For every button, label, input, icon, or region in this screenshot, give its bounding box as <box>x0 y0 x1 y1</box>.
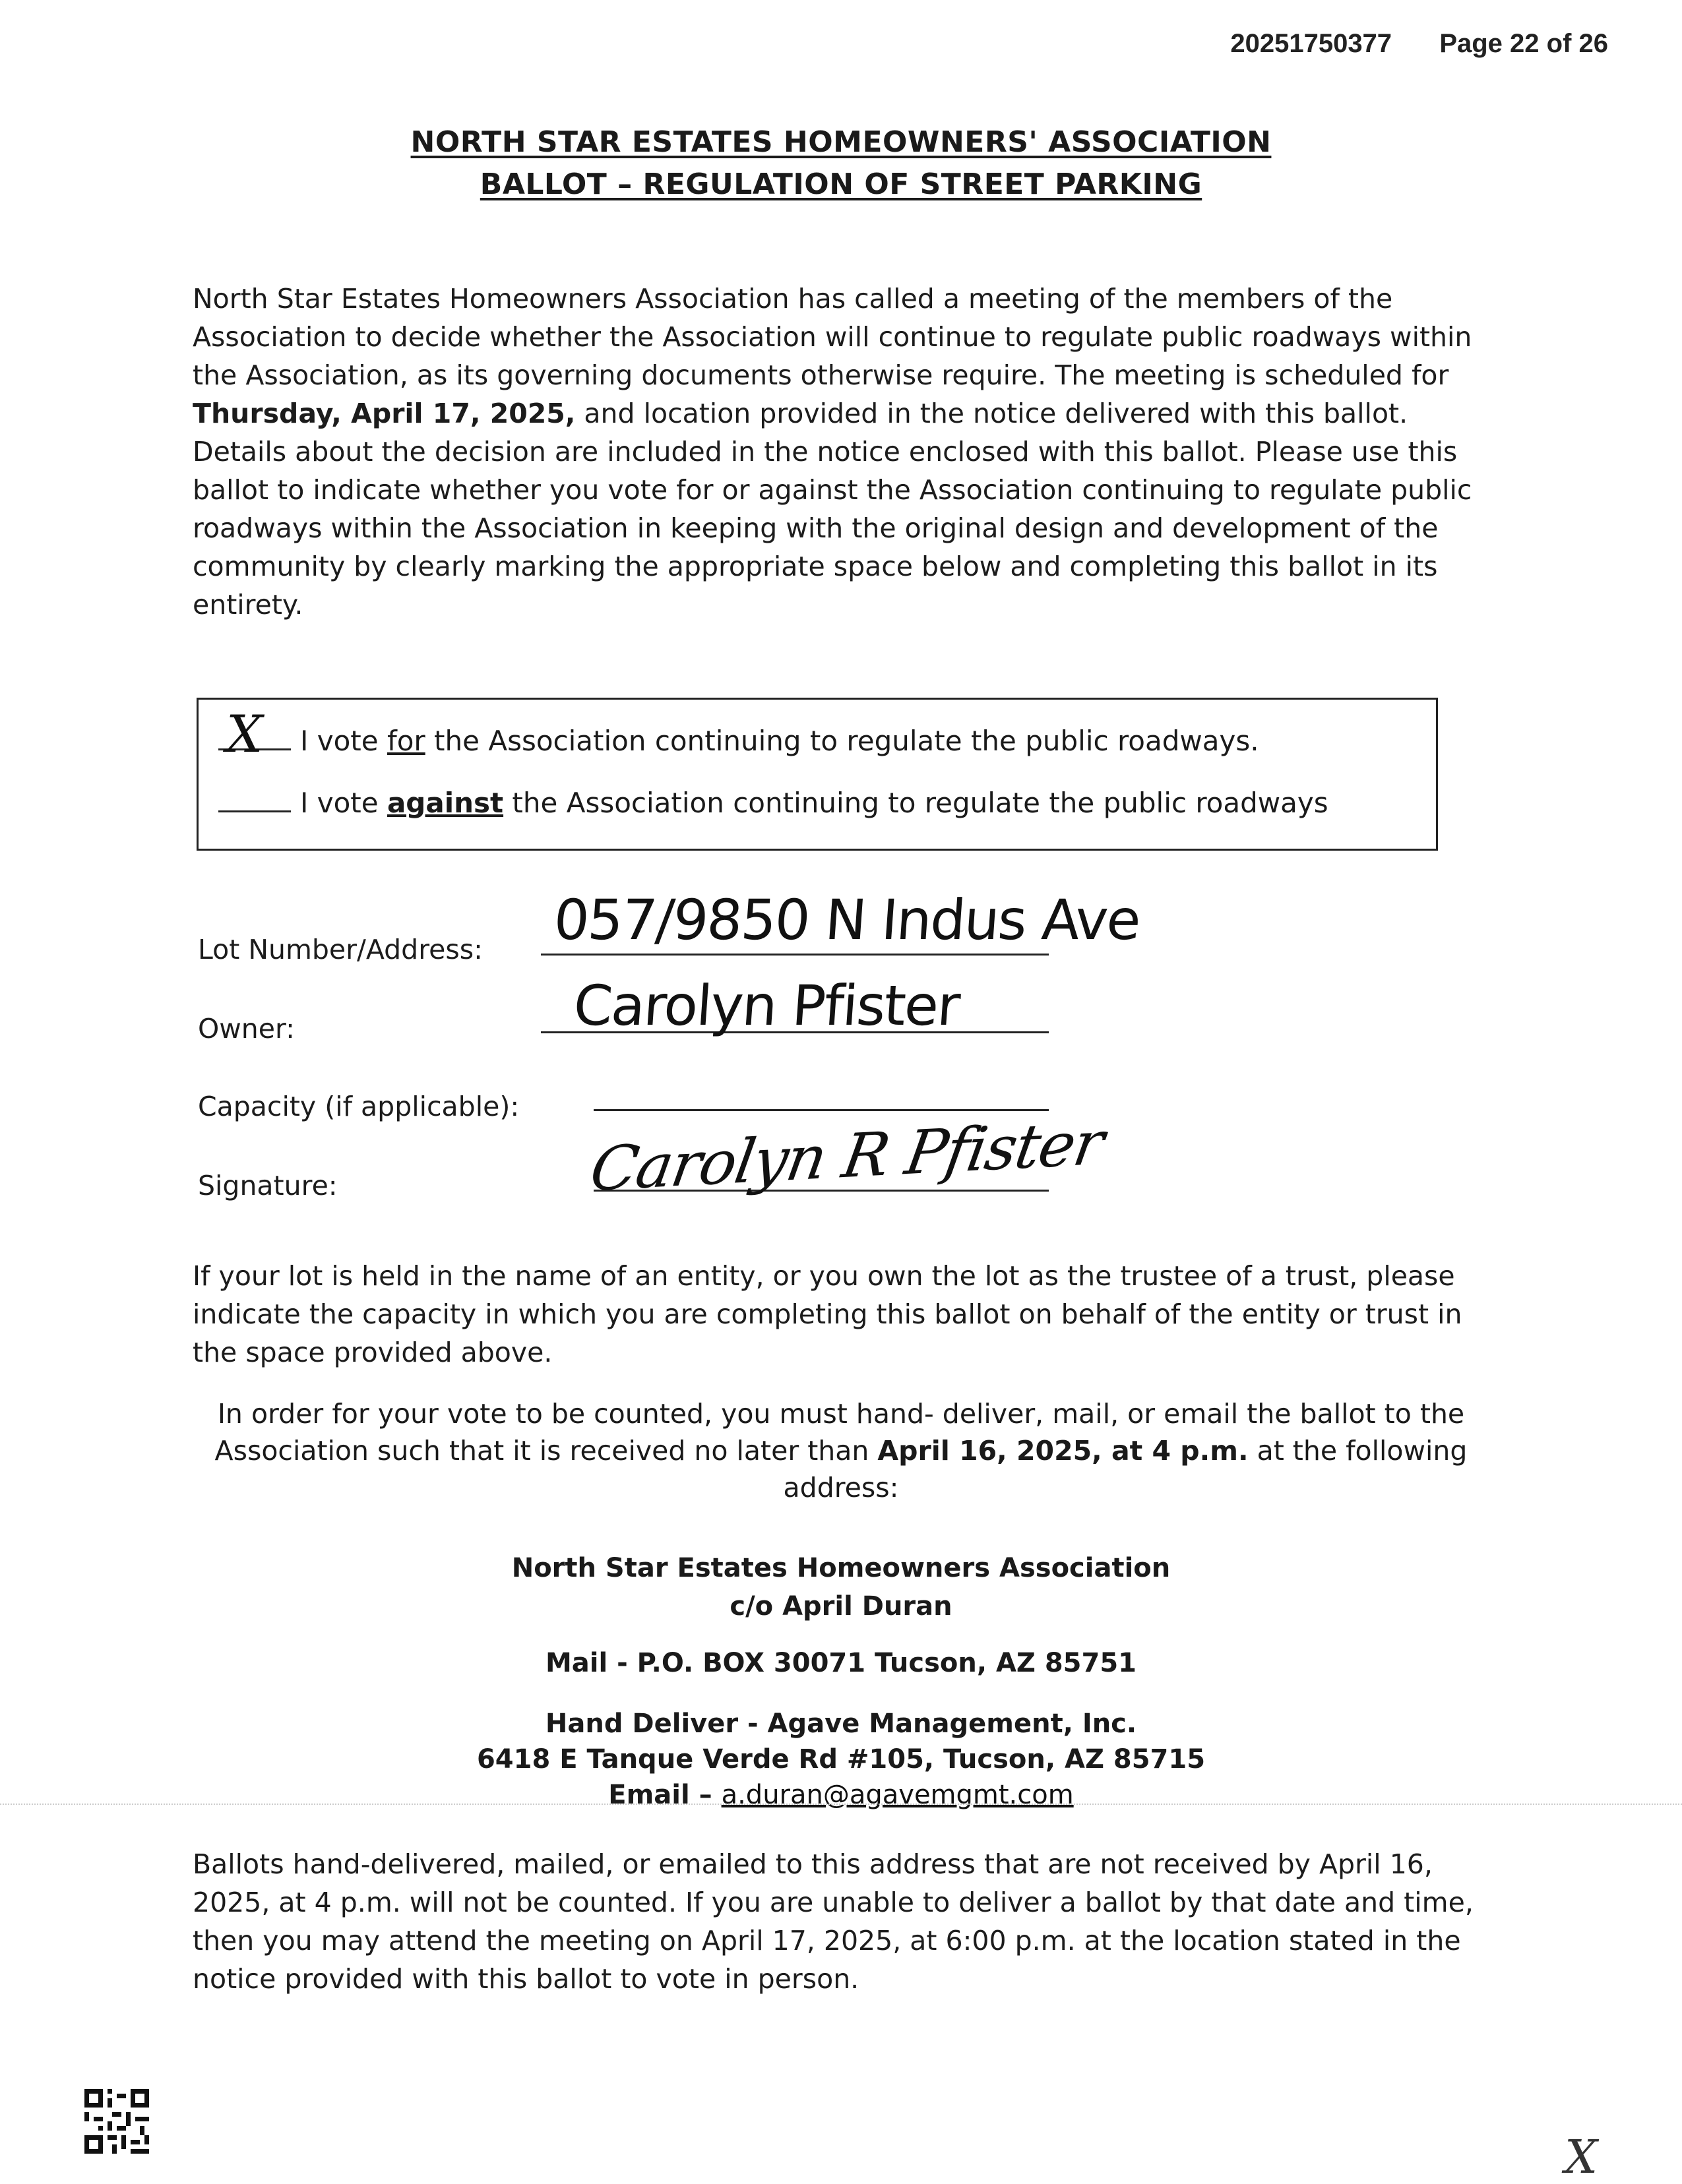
address-org: North Star Estates Homeowners Association <box>511 1553 1171 1583</box>
vote-box <box>197 698 1438 851</box>
document-number: 20251750377 <box>1230 29 1392 58</box>
scan-divider <box>0 1804 1682 1805</box>
deadline-text-2: at the following address: <box>783 1435 1468 1503</box>
intro-paragraph <box>193 280 1479 624</box>
email-label: Email – <box>608 1780 722 1810</box>
corner-x-mark: X <box>1565 2130 1598 2184</box>
address-street: 6418 E Tanque Verde Rd #105, Tucson, AZ 85715 <box>476 1744 1206 1774</box>
vote-for-prefix: I vote <box>300 725 387 757</box>
vote-against-blank[interactable] <box>218 784 291 812</box>
lot-value: 057/9850 N Indus Ave <box>551 888 1142 952</box>
entity-note: If your lot is held in the name of an entity, or you own the lot as the trustee of a trust, please indicate the capacity in which you are completing this ballot on behalf of the entity or trust in the space provided above. <box>193 1260 1462 1368</box>
owner-label: Owner: <box>198 1013 295 1045</box>
email-link[interactable]: a.duran@agavemgmt.com <box>721 1780 1074 1810</box>
signature-label: Signature: <box>198 1170 338 1201</box>
signature-value: Carolyn R Pfister <box>585 1108 1108 1205</box>
intro-text-2: and location provided in the notice delivered with this ballot. Details about the decision are included in the notice enclosed with this ballot. Please use this ballot to indicate whether you vote for or against the Association continuing to regulate public roadways within the Association in keeping with the original design and development of the community by clearly marking the appropriate space below and completing this ballot in its entirety. <box>193 398 1472 621</box>
address-mail: Mail - P.O. BOX 30071 Tucson, AZ 85751 <box>545 1648 1137 1678</box>
capacity-label: Capacity (if applicable): <box>198 1091 520 1122</box>
lot-line[interactable] <box>541 954 1049 956</box>
document-header <box>1230 29 1608 59</box>
qr-code-icon <box>84 2089 149 2154</box>
vote-for-blank[interactable] <box>218 705 291 764</box>
vote-against-prefix: I vote <box>300 787 387 819</box>
vote-for-mark: X <box>226 705 263 764</box>
vote-for-keyword: for <box>387 725 425 757</box>
vote-for-text: the Association continuing to regulate the public roadways. <box>425 725 1259 757</box>
title-line-2: BALLOT – REGULATION OF STREET PARKING <box>480 167 1202 201</box>
title-line-1: NORTH STAR ESTATES HOMEOWNERS' ASSOCIATION <box>410 125 1272 159</box>
meeting-date: Thursday, April 17, 2025, <box>193 398 576 429</box>
deadline-text-1: In order for your vote to be counted, you must hand- deliver, mail, or email the ballot to the Association such that it is received no later than <box>214 1398 1465 1467</box>
vote-against-option[interactable] <box>218 784 1328 819</box>
vote-against-text: the Association continuing to regulate the public roadways <box>503 787 1328 819</box>
page-indicator: Page 22 of 26 <box>1439 29 1608 58</box>
intro-text-1: North Star Estates Homeowners Association has called a meeting of the members of the Association to decide whether the Association will continue to regulate public roadways within the Association, as its governing documents otherwise require. The meeting is scheduled for <box>193 283 1472 391</box>
lot-label: Lot Number/Address: <box>198 934 483 965</box>
deadline-date: April 16, 2025, at 4 p.m. <box>877 1435 1249 1467</box>
address-hand-deliver: Hand Deliver - Agave Management, Inc. <box>545 1709 1137 1739</box>
closing-paragraph: Ballots hand-delivered, mailed, or emailed to this address that are not received by April 16, 2025, at 4 p.m. will not be counted. If you are unable to deliver a ballot by that date and time, then you may attend the meeting on April 17, 2025, at 6:00 p.m. at the location stated in the notice provided with this ballot to vote in person. <box>193 1848 1474 1995</box>
address-attn: c/o April Duran <box>730 1591 952 1622</box>
capacity-line[interactable] <box>594 1109 1049 1111</box>
vote-against-keyword: against <box>387 787 504 819</box>
deadline-paragraph <box>198 1395 1484 1506</box>
address-email-line <box>0 1776 1682 1813</box>
vote-for-option[interactable] <box>218 705 1259 764</box>
owner-value: Carolyn Pfister <box>571 973 962 1038</box>
